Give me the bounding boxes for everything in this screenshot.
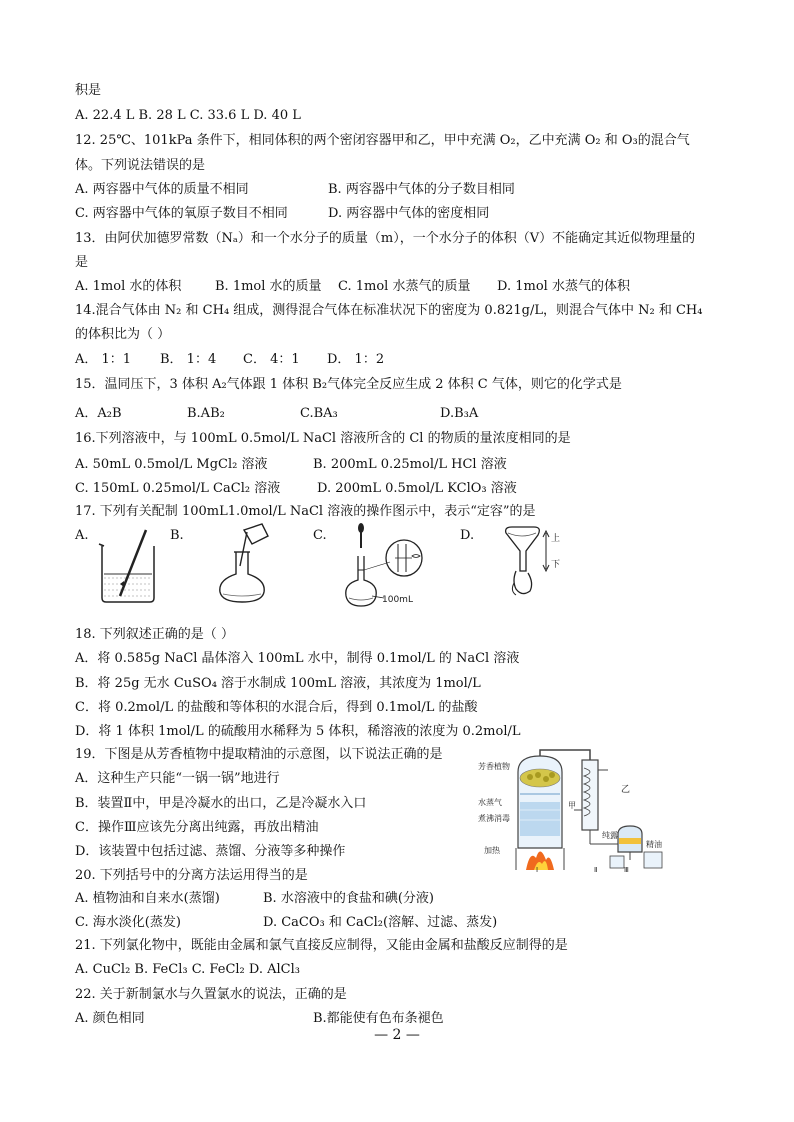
flask-volume-label: 100mL	[382, 595, 413, 605]
q17-option-a-label: A.	[75, 528, 89, 543]
q13-option-a: A. 1mol 水的体积	[75, 279, 182, 294]
q17-stem: 17. 下列有关配制 100mL1.0mol/L NaCl 溶液的操作图示中，表示“定容”的是	[75, 504, 536, 519]
q17-option-d-label: D.	[460, 528, 475, 543]
q19-option-c: C．操作Ⅲ应该先分离出纯露，再放出精油	[75, 820, 319, 835]
q19-stem: 19．下图是从芳香植物中提取精油的示意图，以下说法正确的是	[75, 747, 443, 762]
q21-options: A. CuCl₂ B. FeCl₃ C. FeCl₂ D. AlCl₃	[75, 962, 300, 977]
q12-stem-2: 体。下列说法错误的是	[75, 158, 206, 173]
q19-option-a: A．这种生产只能“一锅一锅”地进行	[75, 771, 280, 786]
label-clean: 煮沸消毒	[478, 814, 510, 823]
q14-stem-2: 的体积比为（ ）	[75, 327, 171, 342]
q13-stem: 13．由阿伏加德罗常数（Nₐ）和一个水分子的质量（m），一个水分子的体积（V）不能确定其近似物理量的	[75, 231, 696, 246]
q15-option-d: D.B₃A	[440, 406, 479, 421]
label-chunlu: 纯露	[602, 831, 618, 840]
q14-option-a: A． 1：1	[75, 352, 132, 367]
dropper-flask-figure	[340, 522, 450, 610]
q16-option-a: A. 50mL 0.5mol/L MgCl₂ 溶液	[75, 457, 268, 472]
q12-stem: 12. 25℃、101kPa 条件下，相同体积的两个密闭容器甲和乙，甲中充满 O₂，乙中充满 O₂ 和 O₃的混合气	[75, 133, 690, 148]
q14-option-b: B． 1：4	[160, 352, 217, 367]
q16-option-c: C. 150mL 0.25mol/L CaCl₂ 溶液	[75, 481, 281, 496]
label-yi: 乙	[621, 785, 631, 795]
q15-option-c: C.BA₃	[300, 406, 338, 421]
q13-option-b: B. 1mol 水的质量	[215, 279, 322, 294]
label-r1: Ⅰ	[536, 866, 539, 874]
q22-stem: 22. 关于新制氯水与久置氯水的说法，正确的是	[75, 987, 347, 1002]
label-r2: Ⅱ	[594, 866, 598, 874]
q17-option-c-label: C.	[313, 528, 327, 543]
label-steam: 水蒸气	[478, 798, 502, 807]
label-jia: 甲	[568, 801, 576, 810]
pouring-flask-figure	[214, 522, 272, 604]
q11-options: A. 22.4 L B. 28 L C. 33.6 L D. 40 L	[75, 108, 301, 123]
q16-stem: 16.下列溶液中，与 100mL 0.5mol/L NaCl 溶液所含的 Cl 的物质的量浓度相同的是	[75, 431, 571, 446]
q20-stem: 20. 下列括号中的分离方法运用得当的是	[75, 868, 308, 883]
q20-option-d: D. CaCO₃ 和 CaCl₂(溶解、过滤、蒸发)	[263, 915, 498, 930]
invert-flask-figure	[500, 525, 572, 603]
q13-option-c: C. 1mol 水蒸气的质量	[338, 279, 471, 294]
q12-option-a: A. 两容器中气体的质量不相同	[75, 182, 249, 197]
q19-option-b: B．装置Ⅱ中，甲是冷凝水的出口，乙是冷凝水入口	[75, 796, 367, 811]
q20-option-c: C. 海水淡化(蒸发)	[75, 915, 181, 930]
q12-option-d: D. 两容器中气体的密度相同	[328, 206, 490, 221]
label-heat: 加热	[484, 846, 500, 855]
q14-option-c: C． 4：1	[243, 352, 300, 367]
beaker-stirring-figure	[96, 526, 162, 604]
q14-stem: 14.混合气体由 N₂ 和 CH₄ 组成，测得混合气体在标准状况下的密度为 0.821g/L，则混合气体中 N₂ 和 CH₄	[75, 303, 703, 318]
q13-option-d: D. 1mol 水蒸气的体积	[497, 279, 630, 294]
q18-option-a: A．将 0.585g NaCl 晶体溶入 100mL 水中，制得 0.1mol/L 的 NaCl 溶液	[75, 651, 520, 666]
q17-option-b-label: B.	[170, 528, 184, 543]
label-r3: Ⅲ	[624, 866, 629, 874]
q14-option-d: D． 1：2	[327, 352, 385, 367]
down-label: 下	[551, 560, 561, 570]
q22-option-a: A. 颜色相同	[75, 1011, 145, 1026]
label-plant: 芳香植物	[478, 762, 510, 771]
q18-option-d: D．将 1 体积 1mol/L 的硫酸用水稀释为 5 体积，稀溶液的浓度为 0.2mol/L	[75, 724, 521, 739]
q12-option-c: C. 两容器中气体的氧原子数目不相同	[75, 206, 288, 221]
page-number: — 2 —	[374, 1027, 420, 1043]
q13-stem-2: 是	[75, 255, 89, 270]
q18-option-c: C．将 0.2mol/L 的盐酸和等体积的水混合后，得到 0.1mol/L 的盐酸	[75, 700, 478, 715]
q20-option-a: A. 植物油和自来水(蒸馏)	[75, 891, 220, 906]
q18-option-b: B．将 25g 无水 CuSO₄ 溶于水制成 100mL 溶液，其浓度为 1mol/L	[75, 676, 481, 691]
q12-option-b: B. 两容器中气体的分子数目相同	[328, 182, 515, 197]
q11-continuation: 积是	[75, 83, 102, 98]
q16-option-d: D. 200mL 0.5mol/L KClO₃ 溶液	[317, 481, 517, 496]
label-jingyou: 精油	[646, 840, 662, 849]
q18-stem: 18. 下列叙述正确的是（ ）	[75, 627, 234, 642]
q21-stem: 21. 下列氯化物中，既能由金属和氯气直接反应制得，又能由金属和盐酸反应制得的是	[75, 938, 568, 953]
up-label: 上	[551, 534, 561, 544]
q20-option-b: B. 水溶液中的食盐和碘(分液)	[263, 891, 434, 906]
q16-option-b: B. 200mL 0.25mol/L HCl 溶液	[313, 457, 507, 472]
q15-option-a: A．A₂B	[75, 406, 122, 421]
q19-option-d: D．该装置中包括过滤、蒸馏、分液等多种操作	[75, 844, 346, 859]
q22-option-b: B.都能使有色布条褪色	[313, 1011, 444, 1026]
q15-stem: 15．温同压下，3 体积 A₂气体跟 1 体积 B₂气体完全反应生成 2 体积 C 气体，则它的化学式是	[75, 377, 622, 392]
oil-extraction-apparatus	[478, 748, 688, 874]
q15-option-b: B.AB₂	[187, 406, 225, 421]
